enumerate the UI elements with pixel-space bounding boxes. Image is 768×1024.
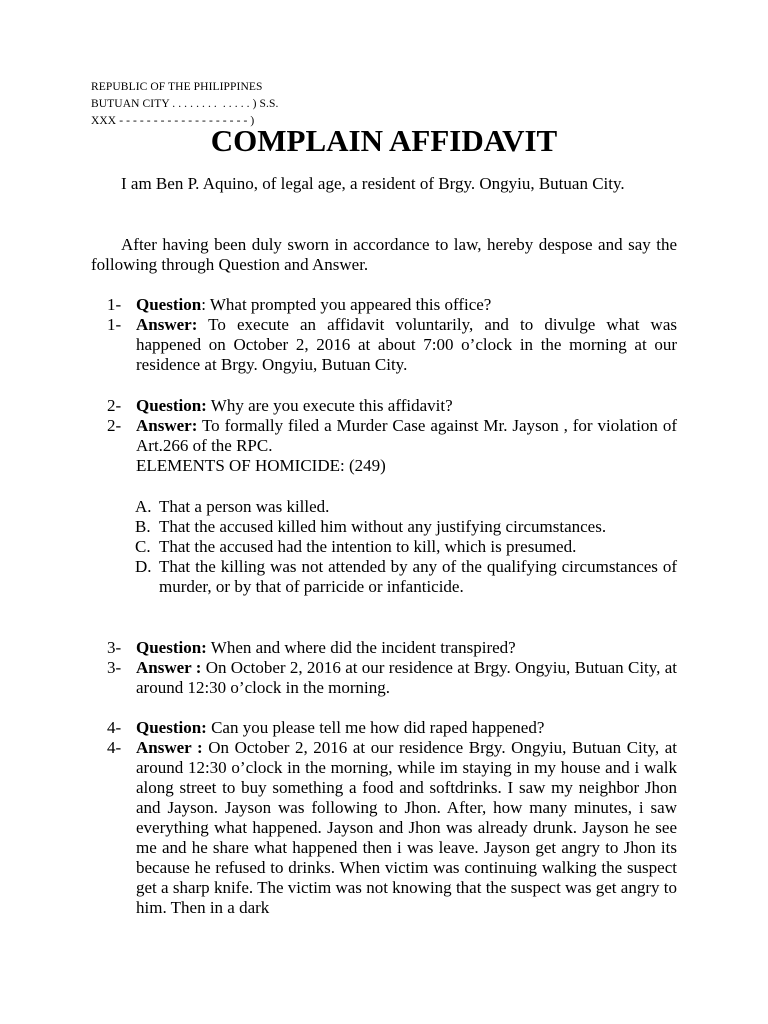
question-text: : What prompted you appeared this office?	[201, 295, 492, 314]
list-item	[135, 557, 677, 597]
answer-label: Answer :	[136, 738, 203, 757]
answer-text: On October 2, 2016 at our residence Brgy. Ongyiu, Butuan City, at around 12:30 o’clock in the morning, while im staying in my house and i walk along street to buy something a food and softdrinks. I saw my neighbor Jhon and Jayson. Jayson was following to Jhon. After, how many minutes, i saw everything what happened. Jayson and Jhon was already drunk. Jayson he see me and he share what happened then i was leave. Jayson get angry to Jhon its because he refused to drinks. When victim was continuing walking the suspect get a sharp knife. The victim was not knowing that the suspect was get angry to him. Then in a dark	[136, 738, 677, 917]
question-text: Why are you execute this affidavit?	[206, 396, 453, 415]
list-item-letter: A.	[135, 497, 152, 516]
list-item-text: That the killing was not attended by any of the qualifying circumstances of murder, or by that of parricide or infanticide.	[159, 557, 677, 596]
list-item-letter: B.	[135, 517, 151, 536]
answer-label: Answer :	[136, 658, 202, 677]
elements-list	[135, 497, 677, 597]
question-label: Question:	[136, 638, 207, 657]
qa-block-1	[91, 295, 677, 375]
question-label: Question	[136, 295, 202, 314]
qa-block-4	[91, 718, 677, 918]
question-row	[91, 718, 677, 738]
header-city: BUTUAN CITY . . . . . . . . . . . . . ) S.S.	[91, 98, 279, 110]
list-item	[135, 517, 677, 537]
list-item-text: That a person was killed.	[159, 497, 330, 516]
question-number: 4-	[107, 718, 122, 737]
question-row	[91, 295, 677, 315]
qa-block-2	[91, 396, 677, 476]
answer-text: On October 2, 2016 at our residence at Brgy. Ongyiu, Butuan City, at around 12:30 o’clock in the morning.	[136, 658, 677, 697]
list-item-letter: D.	[135, 557, 152, 576]
list-item	[135, 537, 677, 557]
answer-label: Answer:	[136, 416, 198, 435]
answer-number: 1-	[107, 315, 122, 334]
question-row	[91, 638, 677, 658]
list-item-text: That the accused had the intention to kill, which is presumed.	[159, 537, 577, 556]
page-title: COMPLAIN AFFIDAVIT	[210, 123, 558, 158]
question-label: Question:	[136, 396, 207, 415]
list-item-letter: C.	[135, 537, 151, 556]
answer-text: To formally filed a Murder Case against Mr. Jayson , for violation of Art.266 of the RPC.	[136, 416, 677, 455]
intro-paragraph: I am Ben P. Aquino, of legal age, a resident of Brgy. Ongyiu, Butuan City.	[121, 174, 625, 193]
answer-number: 4-	[107, 738, 122, 757]
question-text: Can you please tell me how did raped happened?	[206, 718, 545, 737]
question-number: 1-	[107, 295, 122, 314]
question-number: 2-	[107, 396, 122, 415]
answer-row	[91, 416, 677, 456]
answer-label: Answer:	[136, 315, 198, 334]
elements-heading: ELEMENTS OF HOMICIDE: (249)	[136, 456, 386, 475]
header-xxx: XXX - - - - - - - - - - - - - - - - - - - )	[91, 115, 255, 127]
answer-row	[91, 315, 677, 375]
question-row	[91, 396, 677, 416]
answer-row	[91, 738, 677, 918]
answer-number: 3-	[107, 658, 122, 677]
answer-number: 2-	[107, 416, 122, 435]
question-number: 3-	[107, 638, 122, 657]
sworn-paragraph: After having been duly sworn in accordance to law, hereby despose and say the following through Question and Answer.	[91, 235, 677, 274]
question-text: When and where did the incident transpired?	[206, 638, 516, 657]
header-republic: REPUBLIC OF THE PHILIPPINES	[91, 81, 263, 93]
answer-text: To execute an affidavit voluntarily, and to divulge what was happened on October 2, 2016 at about 7:00 o’clock in the morning at our residence at Brgy. Ongyiu, Butuan City.	[136, 315, 677, 374]
qa-block-3	[91, 638, 677, 698]
list-item	[135, 497, 677, 517]
list-item-text: That the accused killed him without any justifying circumstances.	[159, 517, 607, 536]
question-label: Question:	[136, 718, 207, 737]
answer-row	[91, 658, 677, 698]
